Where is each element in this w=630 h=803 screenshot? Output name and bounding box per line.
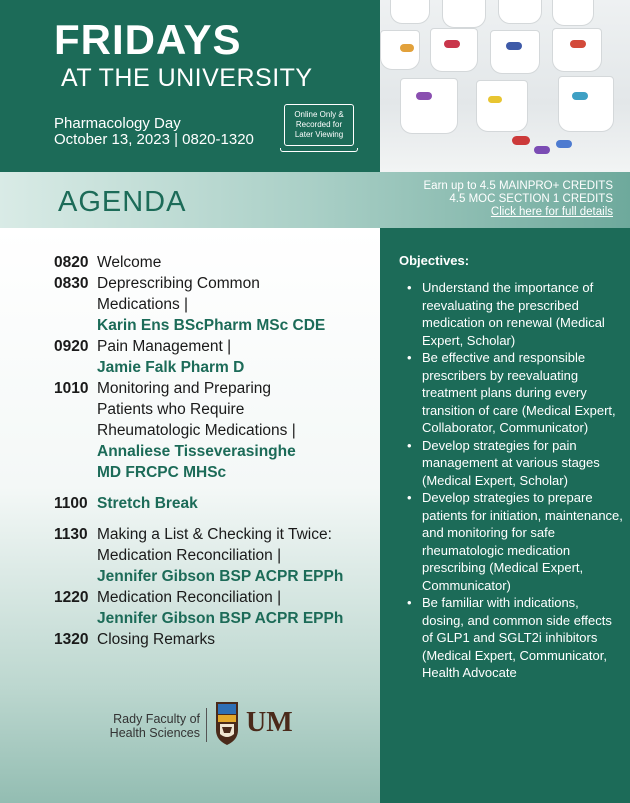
agenda-title-line: Deprescribing Common (97, 275, 260, 292)
agenda-title-line: Medication Reconciliation | (97, 547, 282, 564)
university-crest-icon (214, 700, 240, 746)
pill-cup (552, 0, 594, 26)
event-name: Pharmacology Day (54, 115, 181, 132)
agenda-band (0, 172, 630, 228)
pill (512, 136, 530, 145)
agenda-speaker: MD FRCPC MHSc (97, 464, 227, 481)
agenda-title-line: Medication Reconciliation | (97, 589, 282, 606)
credits-line-2: 4.5 MOC SECTION 1 CREDITS (449, 193, 613, 205)
pill-cup (498, 0, 542, 24)
pill-cup (558, 76, 614, 132)
agenda-title: AGENDA (58, 186, 187, 218)
pill (556, 140, 572, 148)
credits-info (424, 180, 614, 219)
pill-cup (390, 0, 430, 24)
pill-cup (490, 30, 540, 74)
agenda-title-line: Rheumatologic Medications | (97, 422, 296, 439)
objectives-panel (380, 228, 630, 803)
logo-divider (206, 708, 207, 742)
pill (416, 92, 432, 100)
agenda-title-line: Welcome (97, 254, 162, 271)
badge-line-2: Recorded for (295, 120, 343, 129)
pill-cups-photo (380, 0, 630, 172)
um-wordmark: UM (246, 707, 293, 738)
agenda-time: 1320 (54, 631, 89, 648)
objectives-list (399, 279, 624, 682)
agenda-title-line: Medications | (97, 296, 189, 313)
objective-item: • Be familiar with indications, dosing, and common side effects of GLP1 and SGLT2i inhibitors (Medical Expert, Communicator, Health Advocate (399, 594, 624, 682)
pill (444, 40, 460, 48)
objectives-title: Objectives: (399, 253, 470, 268)
agenda-time: 0920 (54, 338, 89, 355)
agenda-title-line: Closing Remarks (97, 631, 216, 648)
credits-details-link[interactable]: Click here for full details (490, 206, 613, 218)
pill-cup (476, 80, 528, 132)
title-main: FRIDAYS (54, 16, 242, 63)
objective-item: • Understand the importance of reevaluating the prescribed medication on renewal (Medical Expert, Scholar) (399, 279, 624, 349)
badge-line-3: Later Viewing (294, 130, 344, 139)
event-date: October 13, 2023 | 0820-1320 (54, 131, 254, 148)
agenda-time: 1220 (54, 589, 89, 606)
agenda-speaker: Karin Ens BScPharm MSc CDE (97, 317, 326, 334)
pill-cup (430, 28, 478, 72)
pill (572, 92, 588, 100)
laptop-base (280, 148, 358, 152)
agenda-title-line: Making a List & Checking it Twice: (97, 526, 332, 543)
pill-cup (442, 0, 486, 28)
agenda-speaker: Jennifer Gibson BSP ACPR EPPh (97, 568, 344, 585)
badge-line-1: Online Only & (294, 110, 344, 119)
agenda-time: 1010 (54, 380, 89, 397)
pill (570, 40, 586, 48)
pill-cup (400, 78, 458, 134)
agenda-title-line: Patients who Require (97, 401, 245, 418)
faculty-name (108, 712, 200, 740)
pill-cup (552, 28, 602, 72)
pill (506, 42, 522, 50)
objective-item: • Develop strategies to prepare patients for initiation, maintenance, and monitoring for safe rheumatologic medication prescribing (Medical Expert, Communicator) (399, 489, 624, 594)
agenda-time: 1130 (54, 526, 88, 543)
credits-line-1: Earn up to 4.5 MAINPRO+ CREDITS (423, 180, 613, 192)
agenda-title-line: Monitoring and Preparing (97, 380, 272, 397)
agenda-speaker: Stretch Break (97, 495, 198, 512)
pill (534, 146, 550, 154)
laptop-icon (284, 104, 354, 146)
faculty-line-2: Health Sciences (109, 726, 200, 740)
agenda-speaker: Jamie Falk Pharm D (97, 359, 245, 376)
agenda-time: 0820 (54, 254, 89, 271)
title-sub: AT THE UNIVERSITY (61, 64, 313, 92)
pill (488, 96, 502, 103)
objective-item: • Develop strategies for pain management at various stages (Medical Expert, Scholar) (399, 437, 624, 490)
objective-item: • Be effective and responsible prescribers by reevaluating treatment plans during every transition of care (Medical Expert, Collaborator, Communicator) (399, 349, 624, 437)
agenda-title-line: Pain Management | (97, 338, 232, 355)
faculty-line-1: Rady Faculty of (113, 712, 200, 726)
pill (400, 44, 414, 52)
agenda-time: 1100 (54, 495, 88, 512)
agenda-time: 0830 (54, 275, 89, 292)
agenda-speaker: Annaliese Tisseverasinghe (97, 443, 296, 460)
agenda-speaker: Jennifer Gibson BSP ACPR EPPh (97, 610, 344, 627)
